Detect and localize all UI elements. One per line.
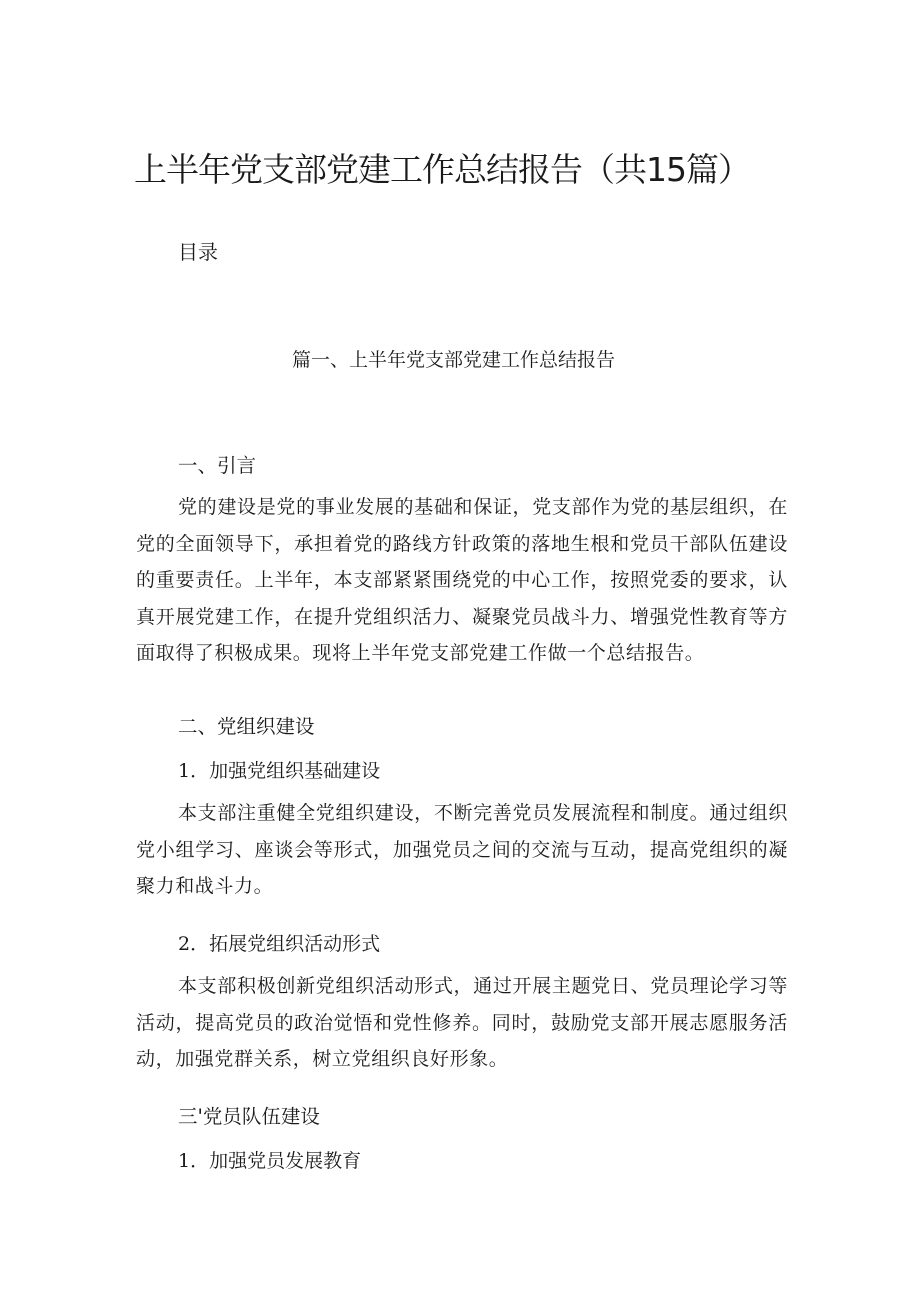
section-heading-intro: 一、引言 — [178, 454, 257, 477]
org-2-paragraph: 本支部积极创新党组织活动形式，通过开展主题党日、党员理论学习等活动，提高党员的政治觉悟和党性修养。同时，鼓励党支部开展志愿服务活动，加强党群关系，树立党组织良好形象。 — [136, 975, 788, 1071]
org-1-paragraph: 本支部注重健全党组织建设，不断完善党员发展流程和制度。通过组织党小组学习、座谈会等形式，加强党员之间的交流与互动，提高党组织的凝聚力和战斗力。 — [136, 802, 788, 898]
chapter-title: 篇一、上半年党支部党建工作总结报告 — [292, 349, 616, 371]
section-heading-members: 三'党员队伍建设 — [178, 1105, 320, 1128]
intro-paragraph: 党的建设是党的事业发展的基础和保证，党支部作为党的基层组织，在党的全面领导下，承担着党的路线方针政策的落地生根和党员干部队伍建设的重要责任。上半年，本支部紧紧围绕党的中心工作，按照党委的要求，认真开展党建工作，在提升党组织活力、凝聚党员战斗力、增强党性教育等方面取得了积极成果。现将上半年党支部党建工作做一个总结报告。 — [136, 496, 788, 665]
subheading-org-2: 2．拓展党组织活动形式 — [178, 933, 381, 955]
subheading-org-1: 1．加强党组织基础建设 — [178, 760, 381, 782]
subheading-members-1: 1．加强党员发展教育 — [178, 1150, 362, 1172]
document-title: 上半年党支部党建工作总结报告（共15篇） — [134, 150, 750, 189]
section-heading-org: 二、党组织建设 — [178, 715, 315, 738]
toc-label: 目录 — [178, 240, 218, 264]
